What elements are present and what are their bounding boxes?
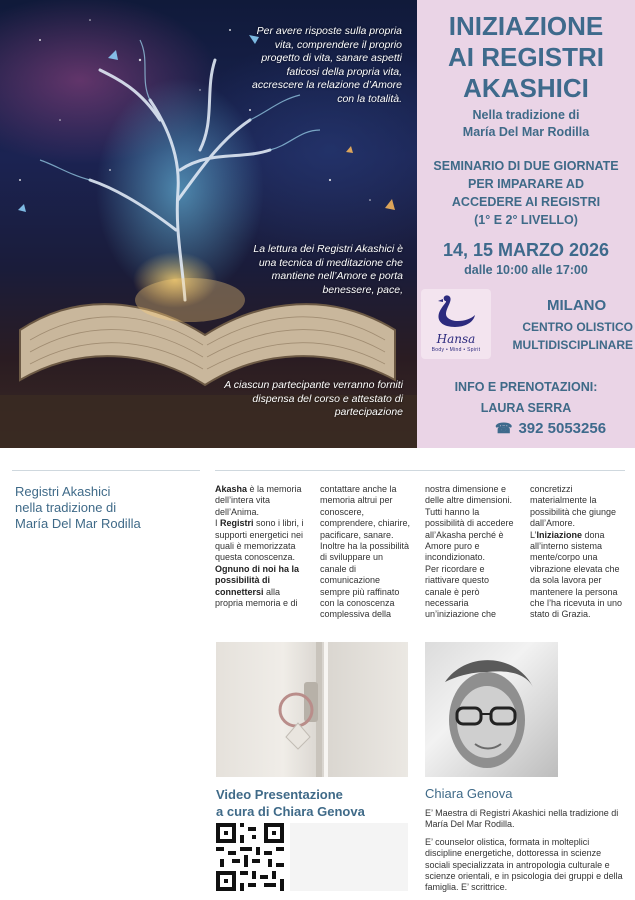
seminar-line-4: (1° E 2° LIVELLO)	[474, 213, 578, 227]
bio-paragraph-1: E’ Maestra di Registri Akashici nella tradizione di María Del Mar Rodilla.	[425, 808, 619, 830]
book-tree-artwork	[0, 0, 417, 448]
tradition-line-2: María Del Mar Rodilla	[462, 125, 590, 139]
tradition-line-1: Nella tradizione di	[472, 108, 580, 122]
portrait-image	[425, 642, 558, 777]
venue-line-2: MULTIDISCIPLINARE	[512, 338, 633, 352]
side-heading	[15, 484, 200, 532]
art-quote-purpose: Per avere risposte sulla propria vita, comprendere il proprio progetto di vita, sanare aspetti faticosi della propria vita, accrescere la relazione d’Amore con la totalità.	[252, 25, 402, 105]
article-column-4: concretizzi materialmente la possibilità che giunge dall’Amore. L’Iniziazione dona all’interno sistema mente/corpo una vibrazione elevata che da sola lavora per mantenere la persona che l’ha ricevuta in uno stato di Grazia.	[530, 484, 623, 620]
venue-line-1: CENTRO OLISTICO	[522, 320, 633, 334]
video-title[interactable]	[216, 786, 365, 820]
phone-number: 392 5053256	[518, 420, 607, 437]
article-column-2: contattare anche la memoria altrui per conoscere, comprendere, chiarire, pacificare, sanare. Inoltre ha la possibilità di sviluppare un canale di comunicazione sempre più raffinato con la conoscenza complessiva della	[320, 484, 411, 620]
logo-wordmark: Hansa	[436, 332, 476, 346]
event-city: MILANO	[547, 297, 607, 314]
poster-header	[0, 0, 635, 448]
side-heading-line-3: María Del Mar Rodilla	[15, 516, 141, 531]
event-title-line-2: AI REGISTRI	[447, 42, 604, 72]
telephone-icon: ☎	[495, 420, 513, 436]
door-lock-image	[216, 642, 408, 777]
chiara-genova-portrait	[425, 642, 558, 777]
contact-heading: INFO E PRENOTAZIONI:	[454, 380, 598, 394]
bio-text	[425, 808, 625, 900]
side-heading-line-2: nella tradizione di	[15, 500, 117, 515]
art-quote-materials: A ciascun partecipante verranno forniti dispensa del corso e attestato di partecipazione	[224, 379, 403, 418]
hansa-logo	[421, 289, 491, 359]
section-divider	[215, 470, 625, 471]
event-info-panel	[417, 0, 635, 448]
seminar-line-3: ACCEDERE AI REGISTRI	[451, 195, 601, 209]
contact-name: LAURA SERRA	[480, 401, 572, 415]
event-title-line-1: INIZIAZIONE	[448, 11, 604, 41]
bio-name: Chiara Genova	[425, 786, 513, 801]
side-heading-line-1: Registri Akashici	[15, 484, 111, 499]
seminar-line-2: PER IMPARARE AD	[468, 177, 584, 191]
qr-code[interactable]	[216, 823, 284, 891]
event-date: 14, 15 MARZO 2026	[442, 240, 610, 260]
video-title-line-1: Video Presentazione	[216, 787, 343, 802]
bio-paragraph-2: E’ counselor olistica, formata in molteplici discipline energetiche, dottoressa in scienze sociali specializzata in antropologia culturale e scienze orientali, e in psicologia dei gruppi e della famiglia. E’ scrittrice.	[425, 836, 623, 893]
seminar-line-1: SEMINARIO DI DUE GIORNATE	[433, 159, 619, 173]
logo-tagline: Body • Mind • Spirit	[431, 347, 481, 353]
contact-phone[interactable]	[495, 420, 606, 437]
event-title-line-3: AKASHICI	[463, 73, 589, 103]
article-column-1: Akasha è la memoria dell’intera vita dell’Anima. I Registri sono i libri, i supporti energetici nei quali è memorizzata questa conoscenza. Ognuno di noi ha la possibilità di connettersi alla propria memoria e di	[215, 484, 304, 609]
qr-side-panel	[290, 823, 408, 891]
qr-code-icon	[216, 823, 284, 891]
event-time: dalle 10:00 alle 17:00	[464, 263, 588, 277]
door-lock-photo	[216, 642, 408, 777]
video-title-line-2: a cura di Chiara Genova	[216, 804, 365, 819]
swan-icon	[431, 293, 481, 333]
article-column-3: nostra dimensione e delle altre dimensioni. Tutti hanno la possibilità di accedere all’Akasha perché è Amore puro e incondizionato. Per ricordare e riattivare questo canale è però necessaria un’iniziazione che	[425, 484, 514, 620]
art-quote-meditation: La lettura dei Registri Akashici è una tecnica di meditazione che mantiene nell’Amore e porta benessere, pace,	[253, 243, 403, 296]
section-divider	[12, 470, 200, 471]
